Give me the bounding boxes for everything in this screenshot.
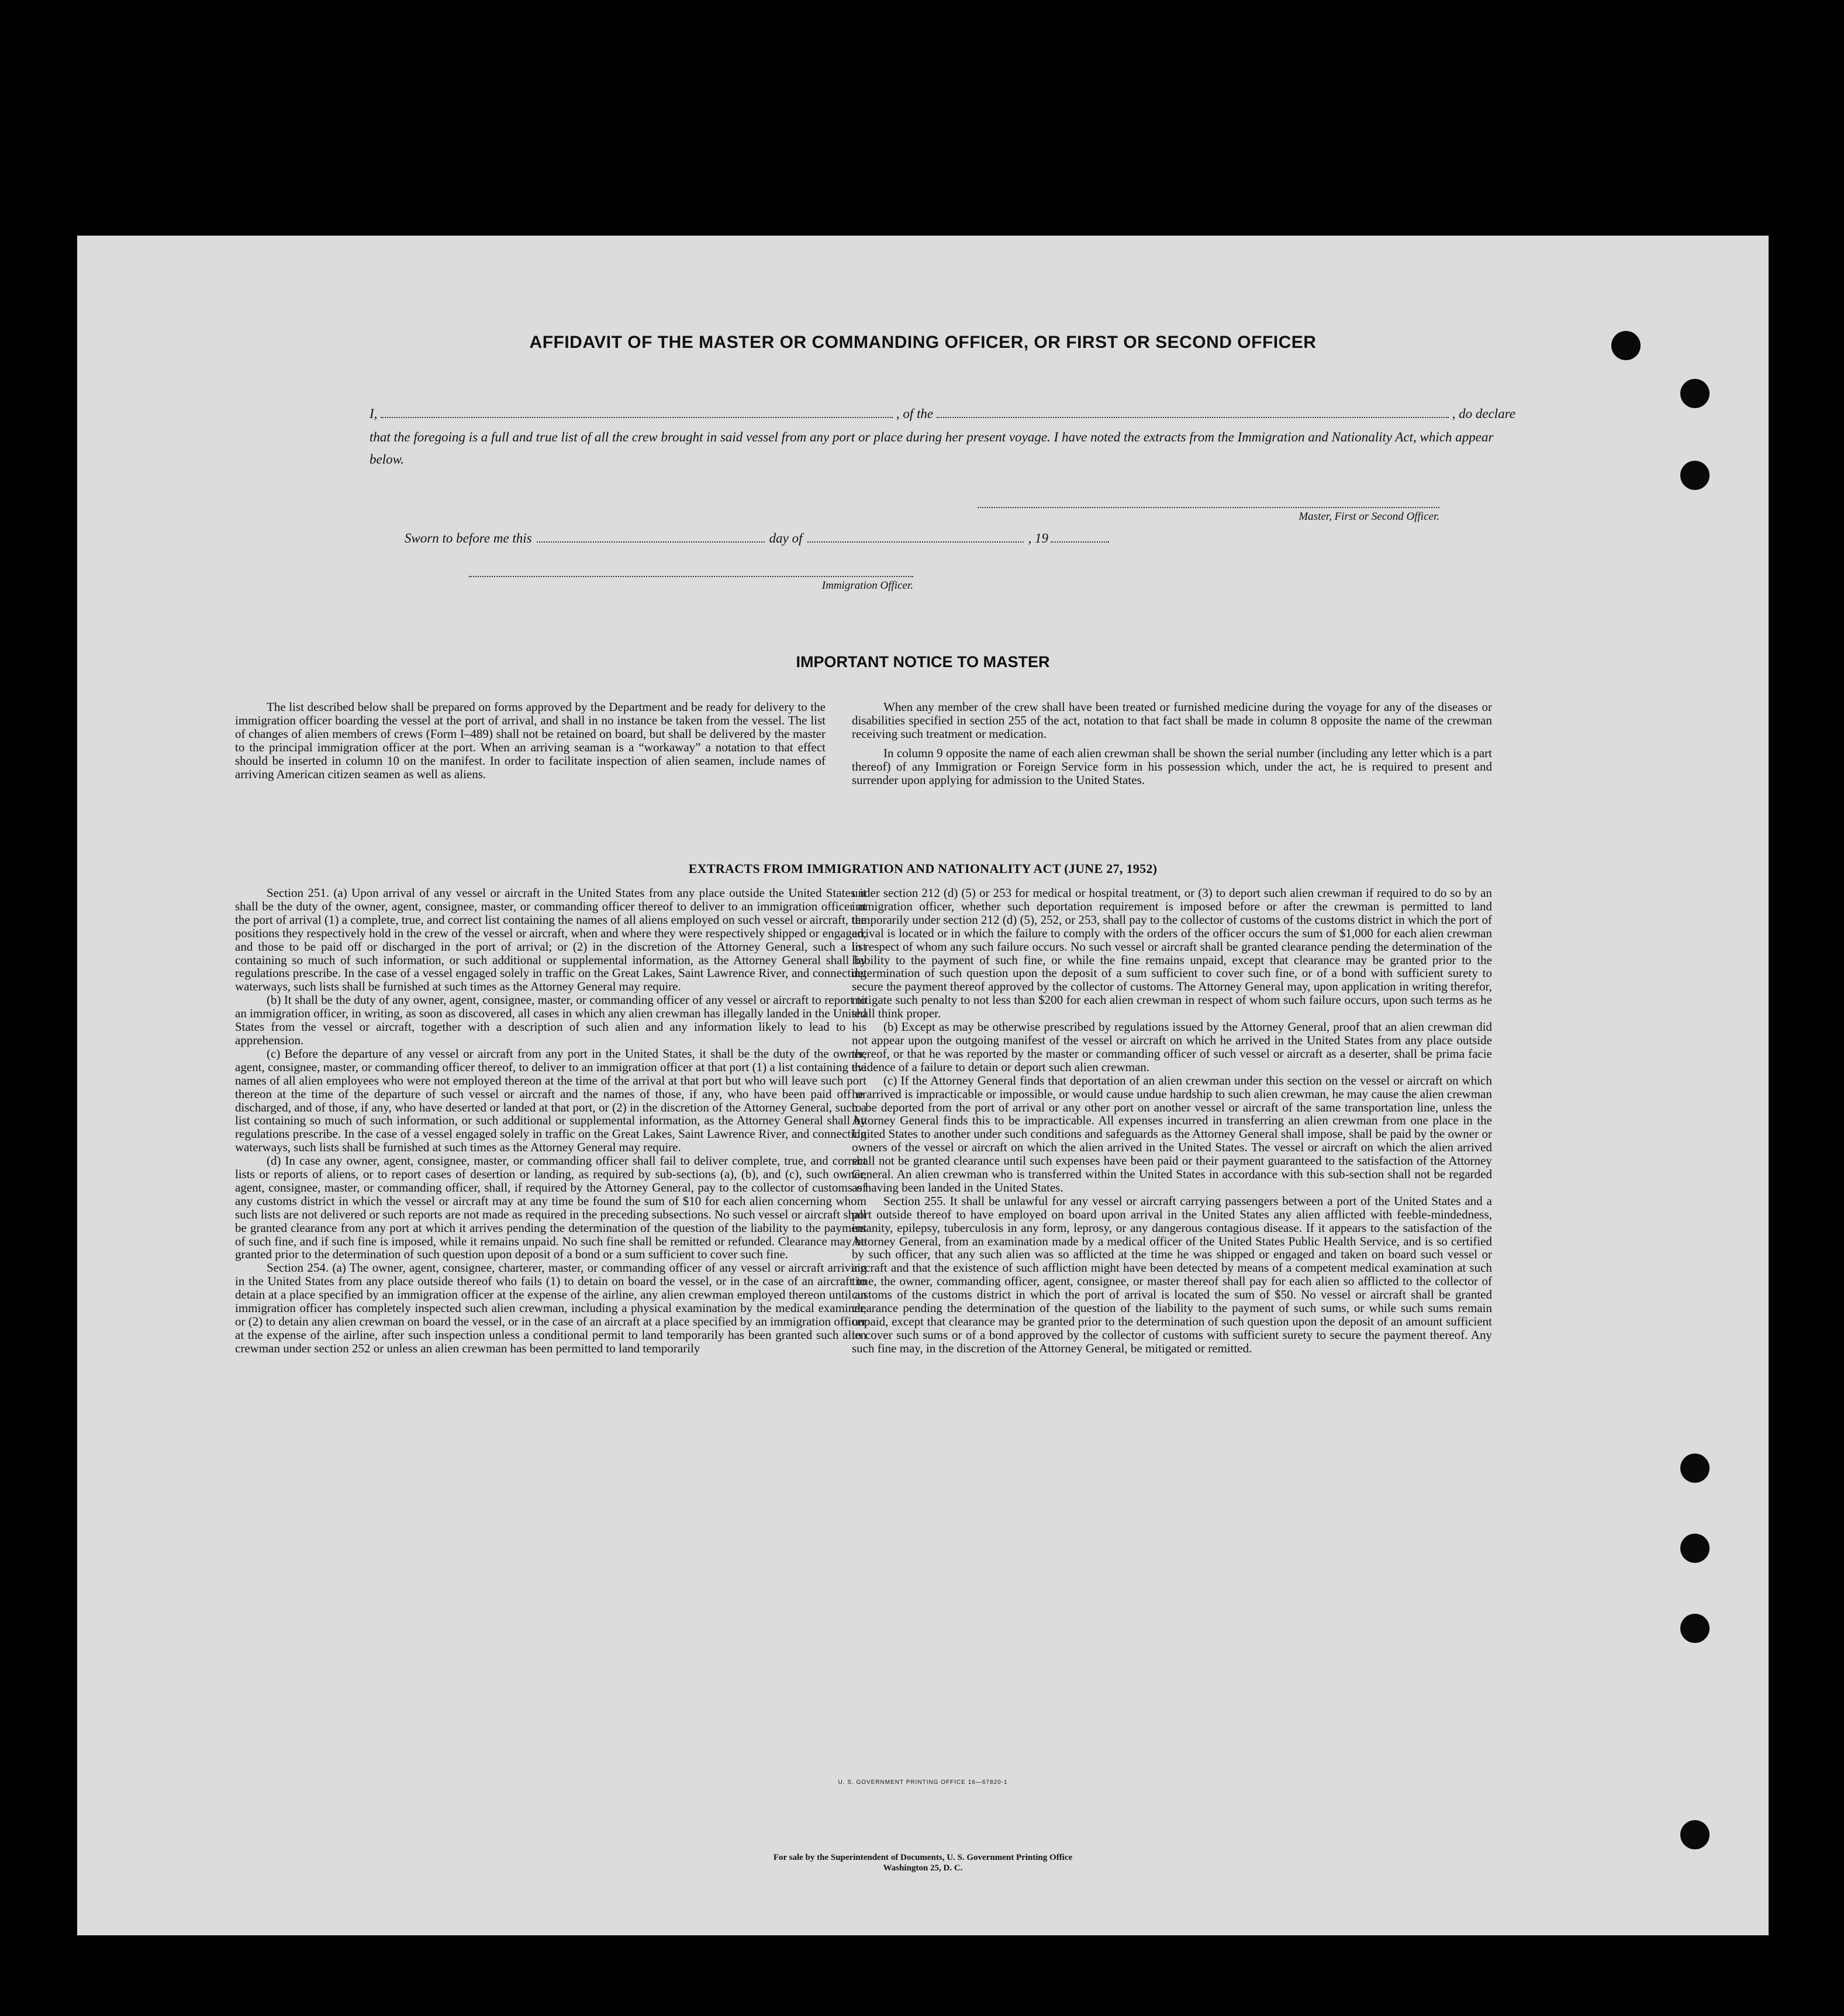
vessel-name-field[interactable] bbox=[937, 409, 1448, 418]
notice-right-column bbox=[852, 700, 1492, 786]
affidavit-title: AFFIDAVIT OF THE MASTER OR COMMANDING OFFICER, OR FIRST OR SECOND OFFICER bbox=[529, 333, 1317, 352]
extract-paragraph: (c) Before the departure of any vessel or aircraft from any port in the United States, it shall be the duty of the owner, agent, consignee, master, or commanding officer thereof, to deliver to an immigration officer at that port (1) a list containing the names of all alien employees who were not employed thereon at the time of the arrival at that port but who will leave such port thereon at the time of the departure of such vessel or aircraft and the names of those, if any, who have been paid off or discharged, and of those, if any, who have deserted or landed at that port, or (2) in the discretion of the Attorney General, such a list containing so much of such information, or such additional or supplemental information, as the Attorney General shall by regulations prescribe. In the case of a vessel engaged solely in traffic on the Great Lakes, Saint Lawrence River, and connecting waterways, such lists shall be furnished at such times as the Attorney General may require. bbox=[235, 1046, 866, 1155]
extract-paragraph: Section 255. It shall be unlawful for any vessel or aircraft carrying passengers between a port of the United States and a port outside thereof to have employed on board upon arrival in the United States any alien afflicted with feeble-mindedness, insanity, epilepsy, tuberculosis in any form, leprosy, or any dangerous contagious disease. If it appears to the satisfaction of the Attorney General, from an examination made by a medical officer of the United States Public Health Service, and is so certified by such officer, that any such alien was so afflicted at the time he was shipped or engaged and taken on board such vessel or aircraft and that the existence of such affliction might have been detected by means of a competent medical examination at such time, the owner, commanding officer, agent, consignee, or master thereof shall pay for each alien so afflicted to the collector of customs of the customs district in which the port of arrival is located the sum of $50. No vessel or aircraft shall be granted clearance pending the determination of the question of the liability to the payment of such sums, or while such sums remain unpaid, except that clearance may be granted prior to the determination of such question upon the deposit of an amount sufficient to cover such sums or of a bond approved by the collector of customs with sufficient surety to secure the payment thereof. Any such fine may, in the discretion of the Attorney General, be mitigated or remitted. bbox=[852, 1193, 1492, 1355]
immigration-officer-field[interactable] bbox=[469, 576, 913, 577]
of-the-label: , of the bbox=[896, 406, 934, 421]
binder-hole-3 bbox=[1680, 461, 1710, 490]
day-of-label: day of bbox=[769, 531, 803, 546]
notice-paragraph: In column 9 opposite the name of each alien crewman shall be shown the serial number (including any letter which is a part thereof) of any Immigration or Foreign Service form in his possession which, under the act, he is required to present and surrender upon applying for admission to the United States. bbox=[852, 745, 1492, 787]
extracts-left-column bbox=[235, 886, 866, 1355]
extract-paragraph: (b) Except as may be otherwise prescribed by regulations issued by the Attorney General, proof that an alien crewman did not appear upon the outgoing manifest of the vessel or aircraft on which he arrived in the United States from any place outside thereof, or that he was reported by the master or commanding officer of such vessel or aircraft as a deserter, shall be prima facie evidence of a failure to detain or deport such alien crewman. bbox=[852, 1020, 1492, 1074]
sworn-row bbox=[405, 531, 1258, 546]
signature-field[interactable] bbox=[978, 507, 1439, 508]
do-declare-label: , do declare bbox=[1452, 406, 1516, 421]
extract-paragraph: (c) If the Attorney General finds that deportation of an alien crewman under this section on the vessel or aircraft on which he arrived is impracticable or impossible, or would cause undue hardship to such alien crewman, he may cause the alien crewman to be deported from the port of arrival or any other port on another vessel or aircraft of the same transportation line, unless the Attorney General finds this to be impracticable. All expenses incurred in transferring an alien crewman from one place in the United States to another under such conditions and safeguards as the Attorney General shall impose, shall be paid by the owner or owners of the vessel or aircraft on which the alien arrived in the United States. The vessel or aircraft on which the alien arrived shall not be granted clearance until such expenses have been paid or their payment guaranteed to the satisfaction of the Attorney General. An alien crewman who is transferred within the United States in accordance with this sub-section shall not be regarded as having been landed in the United States. bbox=[852, 1073, 1492, 1195]
declaration-statement: that the foregoing is a full and true list of all the crew brought in said vessel from any port or place during her present voyage. I have noted the extracts from the Immigration and Nationality Act, which appear below. bbox=[370, 430, 1494, 467]
notice-paragraph: When any member of the crew shall have been treated or furnished medicine during the voyage for any of the diseases or disabilities specified in section 255 of the act, notation to that fact shall be made in column 8 opposite the name of the crewman receiving such treatment or medication. bbox=[852, 700, 1492, 741]
notice-paragraph: The list described below shall be prepared on forms approved by the Department and be ready for delivery to the immigration officer boarding the vessel at the port of arrival, and shall in no instance be taken from the vessel. The list of changes of alien members of crews (Form I–489) shall not be retained on board, but shall be delivered by the master to the principal immigration officer at the port. When an arriving seaman is a “workaway” a notation to that effect should be inserted in column 10 on the manifest. In order to facilitate inspection of alien seamen, include names of arriving American citizen seamen as well as aliens. bbox=[235, 700, 826, 781]
year-prefix-label: , 19 bbox=[1028, 531, 1048, 546]
extract-paragraph: Section 254. (a) The owner, agent, consignee, charterer, master, or commanding officer of any vessel or aircraft arriving in the United States from any place outside thereof who fails (1) to detain on board the vessel, or in the case of an aircraft to detain at a place specified by an immigration officer at the expense of the airline, any alien crewman employed thereon until an immigration officer has completely inspected such alien crewman, including a physical examination by the medical examiner, or (2) to detain any alien crewman on board the vessel, or in the case of an aircraft at a place specified by an immigration officer at the expense of the airline, after such inspection unless a conditional permit to land temporarily has been granted such alien crewman under section 252 or unless an alien crewman has been permitted to land temporarily bbox=[235, 1261, 866, 1355]
extracts-right-column bbox=[852, 886, 1492, 1355]
sale-line-2: Washington 25, D. C. bbox=[883, 1863, 963, 1873]
declaration-row bbox=[370, 401, 1515, 426]
i-label: I, bbox=[370, 406, 378, 421]
sale-notice bbox=[77, 1852, 1769, 1873]
extracts-title: EXTRACTS FROM IMMIGRATION AND NATIONALITY ACT (JUNE 27, 1952) bbox=[688, 861, 1158, 876]
sworn-year-field[interactable] bbox=[1051, 533, 1109, 543]
printing-office-imprint: U. S. GOVERNMENT PRINTING OFFICE 16—67820-1 bbox=[838, 1779, 1008, 1786]
binder-hole-2 bbox=[1680, 379, 1710, 408]
sworn-label: Sworn to before me this bbox=[405, 531, 532, 546]
binder-hole-6 bbox=[1680, 1614, 1710, 1643]
signature-label: Master, First or Second Officer. bbox=[1299, 510, 1439, 523]
sale-line-1: For sale by the Superintendent of Documents, U. S. Government Printing Office bbox=[773, 1853, 1073, 1862]
extract-paragraph: (d) In case any owner, agent, consignee, master, or commanding officer shall fail to deliver complete, true, and correct lists or reports of aliens, or to report cases of desertion or landing, as required by sub-sections (a), (b), and (c), such owner, agent, consignee, master, or commanding officer, shall, if required by the Attorney General, pay to the collector of customs of any customs district in which the vessel or aircraft may at any time be found the sum of $10 for each alien concerning whom such lists are not delivered or such reports are not made as required in the preceding subsections. No such vessel or aircraft shall be granted clearance from any port at which it arrives pending the determination of the question of the liability to the payment of such fine, and if such fine is imposed, while it remains unpaid. No such fine shall be remitted or refunded. Clearance may be granted prior to the determination of such question upon deposit of a bond or a sum sufficient to cover such fine. bbox=[235, 1154, 866, 1262]
binder-hole-7 bbox=[1680, 1820, 1710, 1849]
notice-left-column bbox=[235, 700, 826, 781]
document-page bbox=[77, 236, 1769, 1935]
extract-paragraph: Section 251. (a) Upon arrival of any vessel or aircraft in the United States from any place outside the United States it shall be the duty of the owner, agent, consignee, master, or commanding officer thereof to deliver to an immigration officer at the port of arrival (1) a complete, true, and correct list containing the names of all aliens employed on such vessel or aircraft, the positions they respectively hold in the crew of the vessel or aircraft, when and where they were respectively shipped or engaged, and those to be paid off or discharged in the port of arrival; or (2) in the discretion of the Attorney General, such a list containing so much of such information, or such additional or supplemental information, as the Attorney General shall by regulations prescribe. In the case of a vessel engaged solely in traffic on the Great Lakes, Saint Lawrence River, and connecting waterways, such lists shall be furnished at such times as the Attorney General may require. bbox=[235, 886, 866, 994]
binder-hole-5 bbox=[1680, 1534, 1710, 1563]
notice-title: IMPORTANT NOTICE TO MASTER bbox=[796, 653, 1050, 671]
sworn-day-field[interactable] bbox=[537, 533, 765, 543]
binder-hole-4 bbox=[1680, 1454, 1710, 1483]
affidavit-block bbox=[370, 401, 1515, 471]
immigration-officer-label: Immigration Officer. bbox=[821, 579, 913, 592]
declarant-name-field[interactable] bbox=[381, 409, 892, 418]
extract-paragraph: under section 212 (d) (5) or 253 for medical or hospital treatment, or (3) to deport such alien crewman if required to do so by an immigration officer, whether such deportation requirement is imposed before or after the crewman is permitted to land temporarily under section 212 (d) (5), 252, or 253, shall pay to the collector of customs of the customs district in which the port of arrival is located or in which the failure to comply with the orders of the officer occurs the sum of $1,000 for each alien crewman in respect of whom any such failure occurs. No such vessel or aircraft shall be granted clearance pending the determination of the liability to the payment of such fine, or while the fine remains unpaid, except that clearance may be granted prior to the determination of such question upon the deposit of a sum sufficient to cover such fine, or of a bond with sufficient surety to secure the payment thereof approved by the collector of customs. The Attorney General may, upon application in writing therefor, mitigate such penalty to not less than $200 for each alien crewman in respect of whom such failure occurs, upon such terms as he shall think proper. bbox=[852, 886, 1492, 1021]
extract-paragraph: (b) It shall be the duty of any owner, agent, consignee, master, or commanding officer of any vessel or aircraft to report to an immigration officer, in writing, as soon as discovered, all cases in which any alien crewman has illegally landed in the United States from the vessel or aircraft, together with a description of such alien and any information likely to lead to his apprehension. bbox=[235, 993, 866, 1047]
sworn-month-field[interactable] bbox=[807, 533, 1024, 543]
